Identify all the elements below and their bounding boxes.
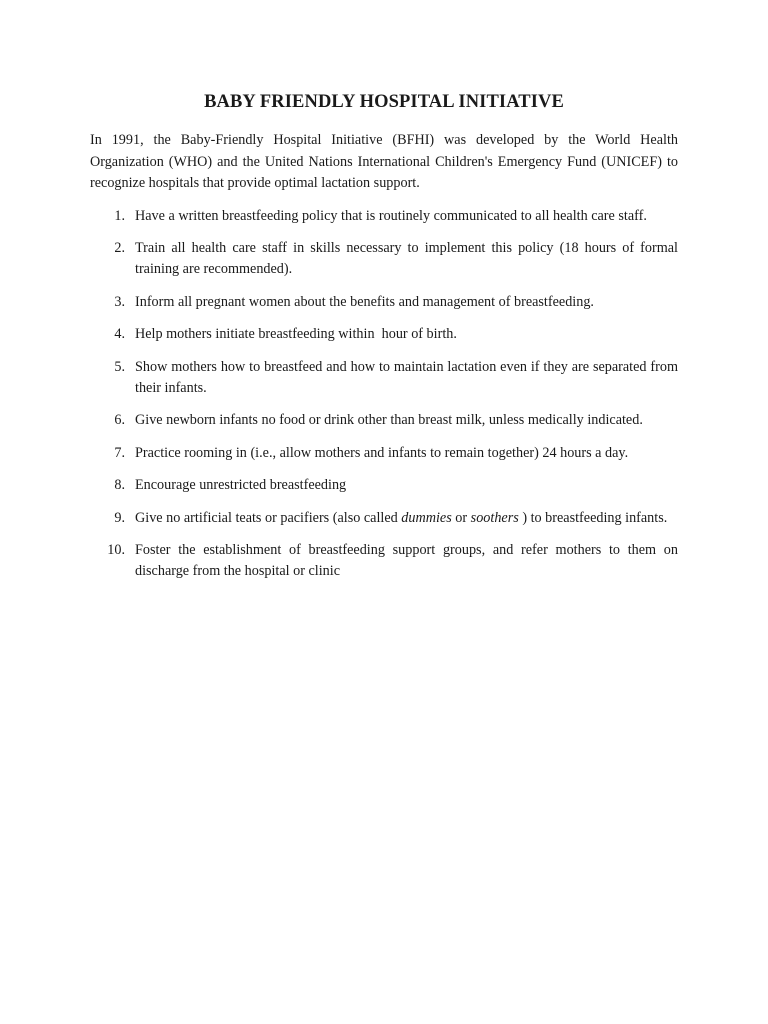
italic-term-soothers: soothers [470, 509, 519, 526]
list-item [90, 508, 678, 529]
list-number: 2. [114, 240, 125, 256]
list-text: Have a written breastfeeding policy that is routinely communicated to all health care staff. [135, 207, 647, 224]
list-text-part: Give no artificial teats or pacifiers (also called [135, 509, 402, 526]
list-number: 1. [114, 207, 125, 224]
document-title: BABY FRIENDLY HOSPITAL INITIATIVE [204, 92, 564, 112]
list-item [90, 475, 678, 496]
list-text-part: ) to breastfeeding infants. [518, 509, 668, 526]
list-text: Give newborn infants no food or drink other than breast milk, unless medically indicated. [135, 412, 643, 428]
list-number: 9. [114, 509, 125, 526]
document-page [90, 90, 678, 594]
list-text: Train all health care staff in skills necessary to implement this policy (18 hours of formal training are recommended). [135, 240, 678, 277]
list-text: Help mothers initiate breastfeeding within hour of birth. [135, 326, 457, 342]
steps-list [90, 206, 678, 583]
list-number: 7. [114, 444, 125, 461]
list-item [90, 238, 678, 280]
list-number: 6. [114, 412, 125, 428]
list-number: 5. [114, 358, 125, 375]
list-text: Practice rooming in (i.e., allow mothers and infants to remain together) 24 hours a day. [135, 444, 629, 461]
list-number: 4. [114, 326, 125, 342]
list-item [90, 443, 678, 464]
italic-term-dummies: dummies [401, 509, 452, 526]
list-item [90, 292, 678, 313]
list-item [90, 206, 678, 227]
list-text [135, 508, 678, 529]
list-item [90, 410, 678, 431]
list-number: 8. [114, 477, 125, 493]
list-text: Foster the establishment of breastfeeding support groups, and refer mothers to them on discharge from the hospital or clinic [135, 542, 678, 579]
list-text: Show mothers how to breastfeed and how to maintain lactation even if they are separated from their infants. [135, 358, 678, 396]
list-item [90, 357, 678, 399]
list-number: 3. [114, 293, 125, 310]
list-text: Inform all pregnant women about the benefits and management of breastfeeding. [135, 293, 594, 310]
list-text-part: or [451, 509, 471, 526]
list-item [90, 324, 678, 345]
list-number: 10. [107, 542, 125, 558]
list-text: Encourage unrestricted breastfeeding [135, 477, 347, 493]
list-item [90, 540, 678, 582]
intro-paragraph: In 1991, the Baby-Friendly Hospital Initiative (BFHI) was developed by the World Health Organization (WHO) and the United Nations International Children's Emergency Fund (UNICEF) to recognize hospitals that provide optimal lactation support. [90, 132, 678, 191]
